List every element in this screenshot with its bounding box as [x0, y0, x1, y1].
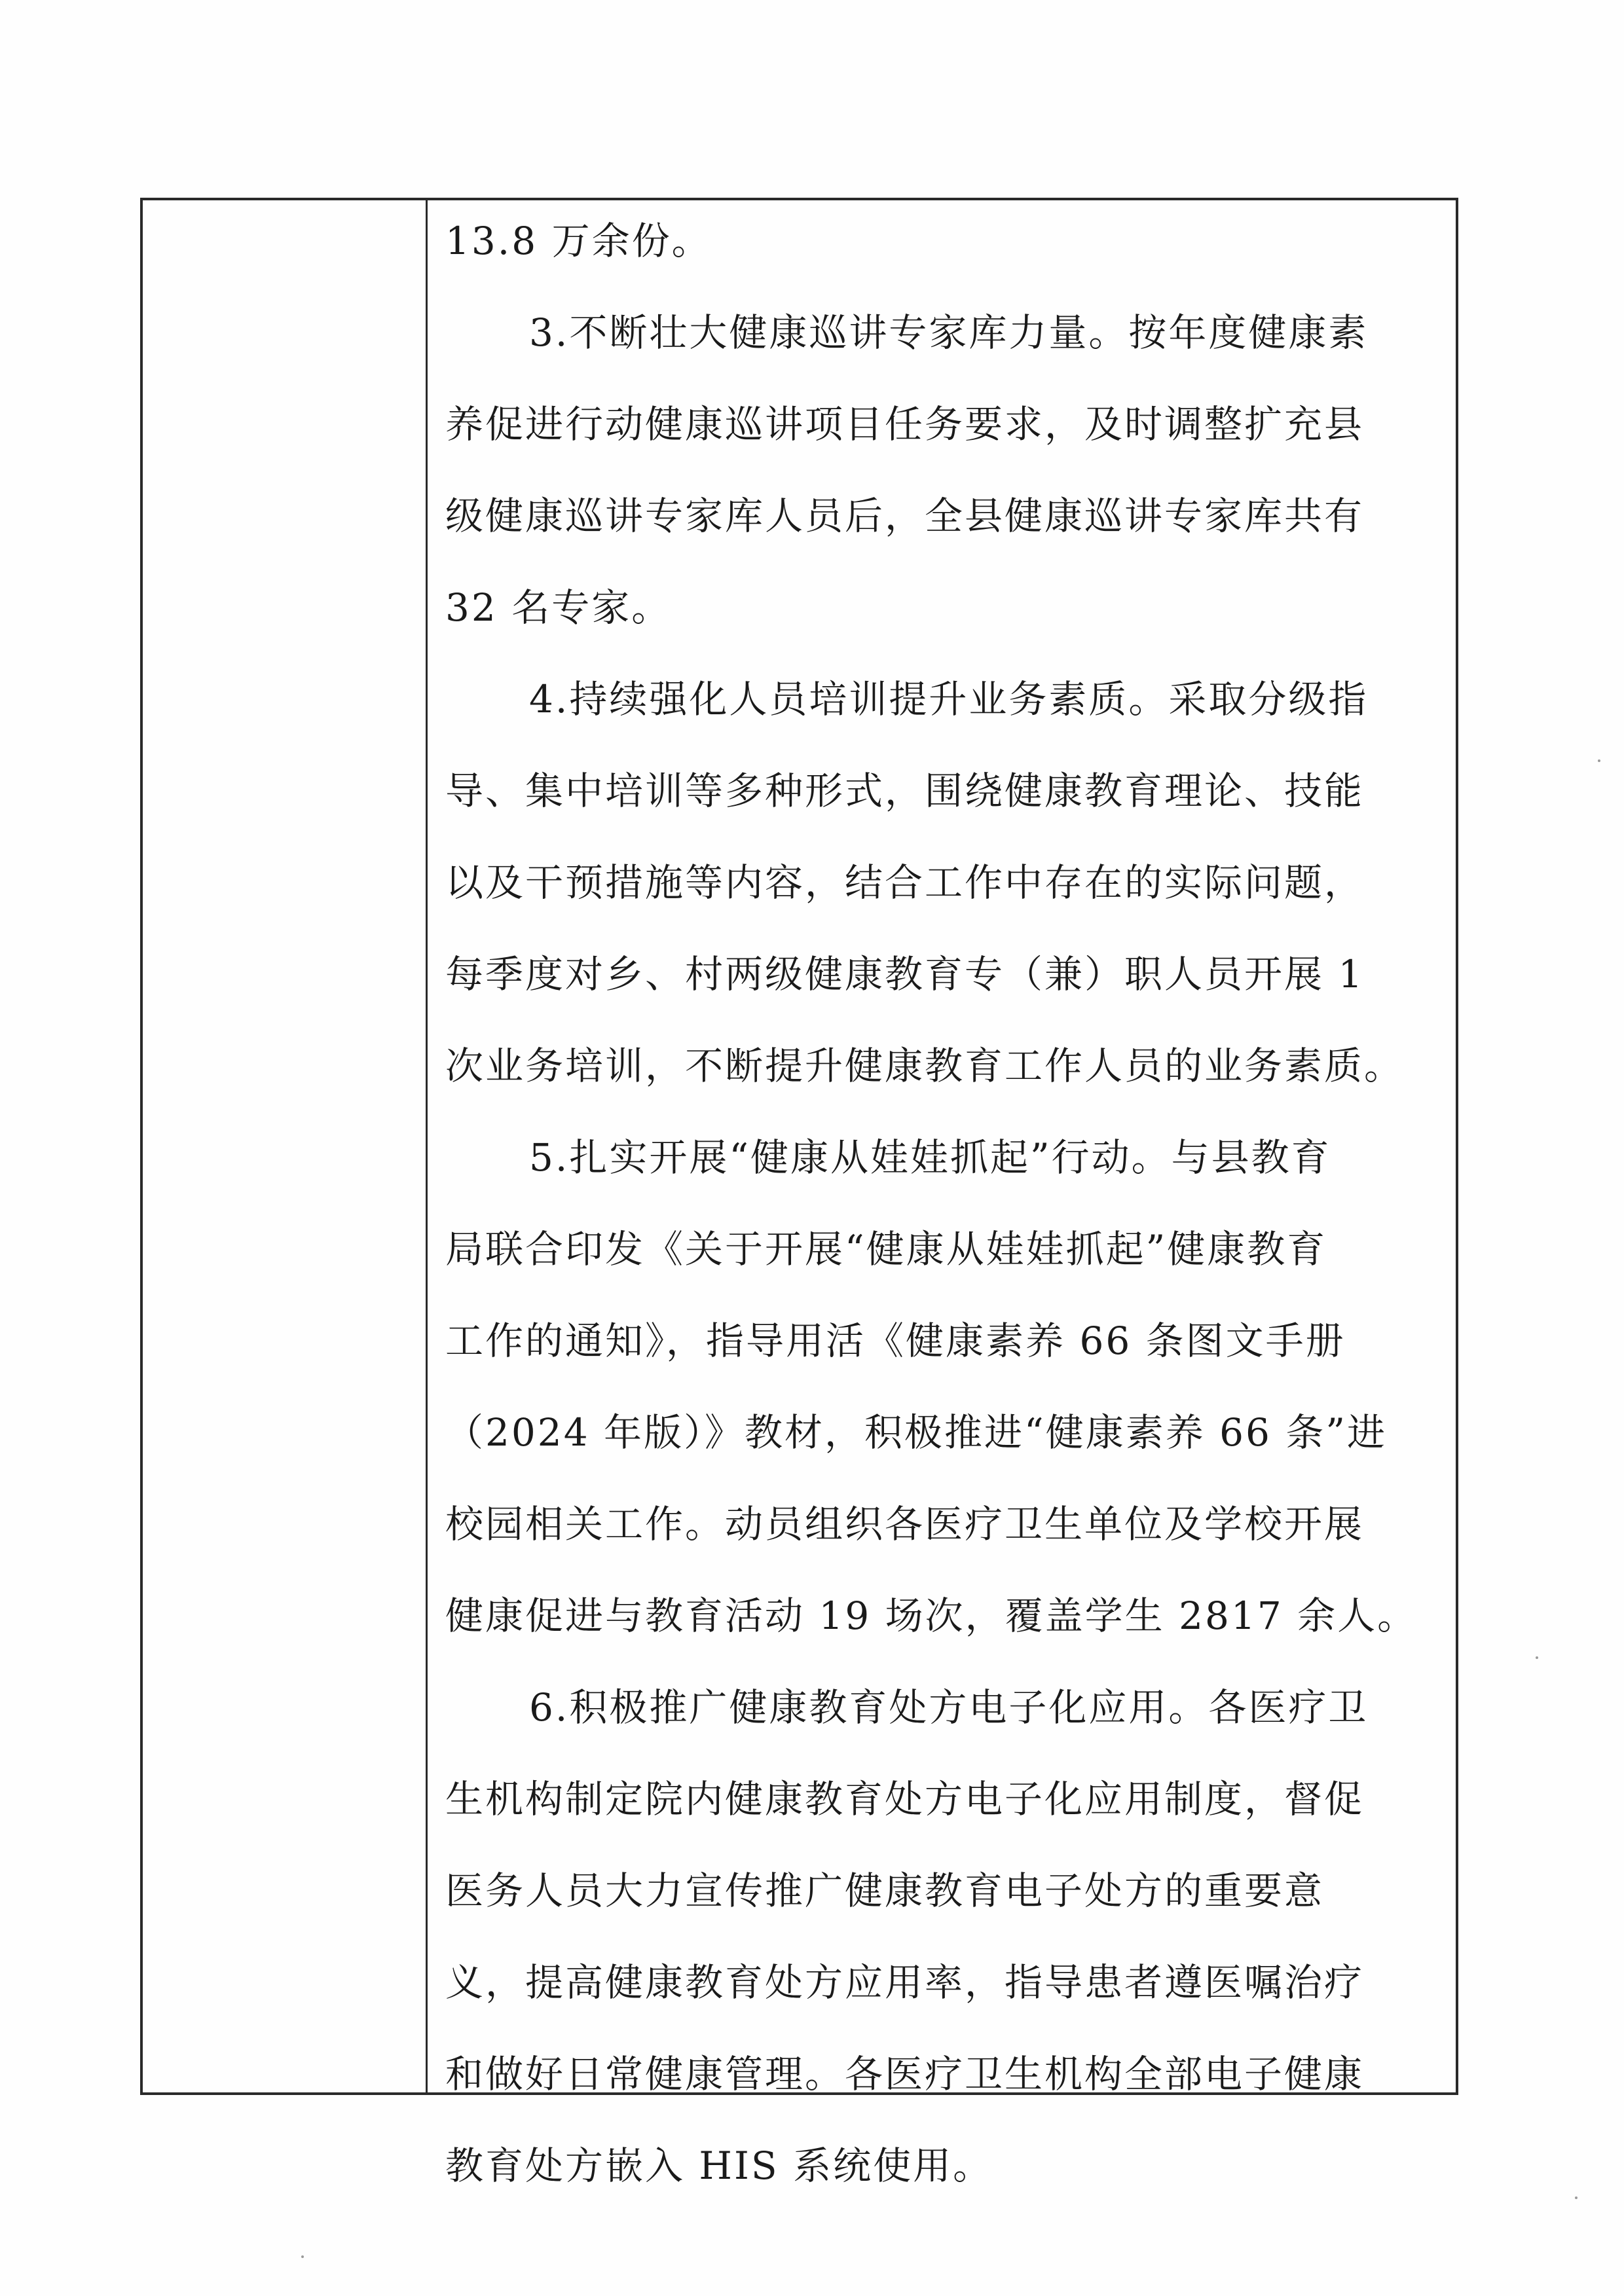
paragraph-line: 13.8 万余份。 — [445, 219, 712, 263]
scan-speck — [1536, 1656, 1538, 1659]
paragraph-line: 工作的通知》，指导用活《健康素养 66 条图文手册 — [445, 1319, 1346, 1363]
paragraph-line: 次业务培训，不断提升健康教育工作人员的业务素质。 — [445, 1044, 1405, 1088]
paragraph-line: 养促进行动健康巡讲项目任务要求，及时调整扩充县 — [445, 402, 1365, 446]
paragraph-line: 6.积极推广健康教育处方电子化应用。各医疗卫 — [529, 1685, 1369, 1730]
paragraph-line: 生机构制定院内健康教育处方电子化应用制度，督促 — [445, 1777, 1365, 1821]
paragraph-line: 以及干预措施等内容，结合工作中存在的实际问题， — [445, 860, 1365, 905]
paragraph-line: （2024 年版）》教材，积极推进“健康素养 66 条”进 — [445, 1410, 1388, 1455]
paragraph-line: 局联合印发《关于开展“健康从娃娃抓起”健康教育 — [445, 1227, 1327, 1271]
paragraph-line: 导、集中培训等多种形式，围绕健康教育理论、技能 — [445, 769, 1365, 813]
scan-speck — [1575, 2196, 1578, 2199]
paragraph-line: 每季度对乡、村两级健康教育专（兼）职人员开展 1 — [445, 952, 1365, 996]
paragraph-line: 校园相关工作。动员组织各医疗卫生单位及学校开展 — [445, 1502, 1365, 1546]
paragraph-line: 5.扎实开展“健康从娃娃抓起”行动。与县教育 — [529, 1135, 1331, 1180]
paragraph-line: 教育处方嵌入 HIS 系统使用。 — [445, 2143, 993, 2188]
scan-speck — [1598, 759, 1600, 762]
table-left-cell — [143, 200, 426, 2092]
paragraph-line: 医务人员大力宣传推广健康教育电子处方的重要意 — [445, 1868, 1325, 1913]
paragraph-line: 32 名专家。 — [445, 585, 672, 630]
scan-speck — [301, 2255, 304, 2258]
paragraph-line: 4.持续强化人员培训提升业务素质。采取分级指 — [529, 677, 1369, 721]
paragraph-line: 健康促进与教育活动 19 场次，覆盖学生 2817 余人。 — [445, 1594, 1418, 1638]
column-divider — [426, 198, 428, 2095]
paragraph-line: 3.不断壮大健康巡讲专家库力量。按年度健康素 — [529, 310, 1369, 355]
paragraph-line: 和做好日常健康管理。各医疗卫生机构全部电子健康 — [445, 2052, 1365, 2096]
paragraph-line: 级健康巡讲专家库人员后，全县健康巡讲专家库共有 — [445, 494, 1365, 538]
paragraph-line: 义，提高健康教育处方应用率，指导患者遵医嘱治疗 — [445, 1960, 1365, 2005]
